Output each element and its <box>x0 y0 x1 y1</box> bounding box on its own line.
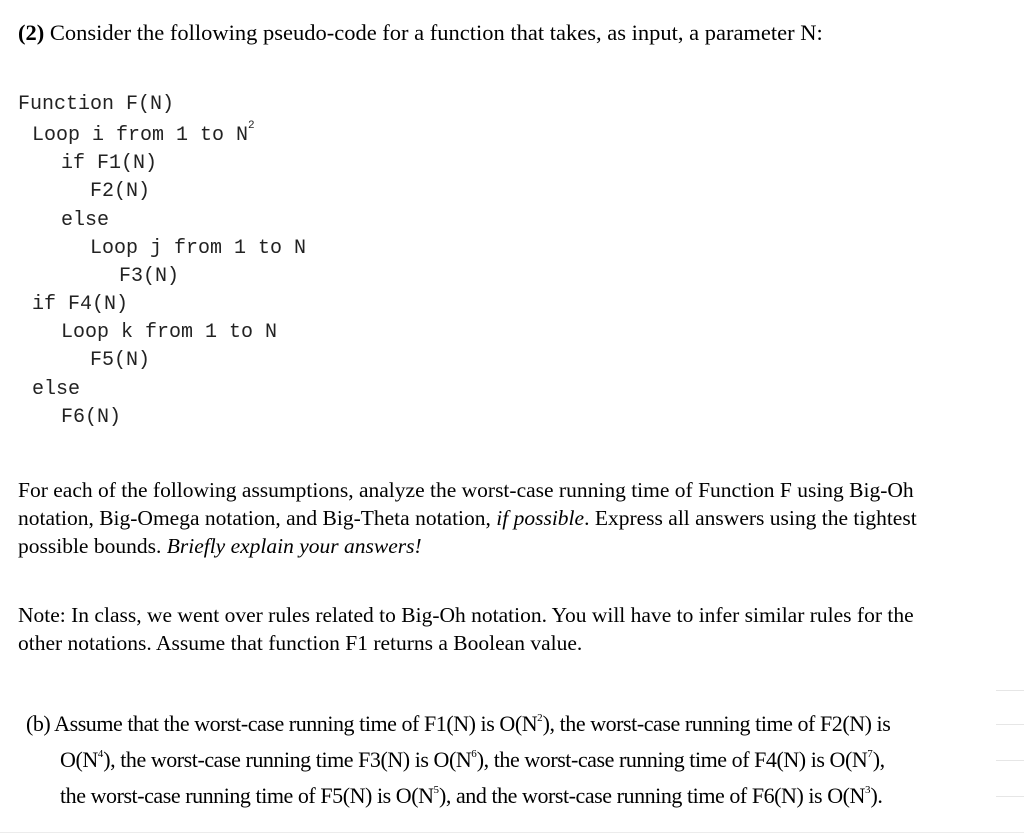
bottom-divider <box>0 832 1024 833</box>
exponent: 5 <box>433 784 440 796</box>
question-number: (2) <box>18 20 45 45</box>
code-loop-i-text: Loop i from 1 to N <box>32 124 249 147</box>
instructions-italic-if-possible: if possible <box>496 506 585 530</box>
part-b-text: ), and the worst-case running time of F6(N) is O(N <box>439 783 865 808</box>
part-b-text: ). <box>870 783 883 808</box>
part-b-line-3 <box>26 778 986 814</box>
code-line-loop-j: Loop j from 1 to N <box>90 237 307 260</box>
code-line-loop-i <box>32 120 255 148</box>
part-b-text: O(N <box>60 747 98 772</box>
margin-rule <box>996 796 1024 797</box>
instructions-line-2 <box>18 504 1024 532</box>
question-text: Consider the following pseudo-code for a function that takes, as input, a parameter N: <box>49 20 823 45</box>
instructions-text: notation, Big-Omega notation, and Big-Theta notation, <box>18 506 497 530</box>
code-line-else-1: else <box>61 209 110 232</box>
exponent: 2 <box>537 712 543 724</box>
margin-rule <box>996 760 1024 761</box>
part-b-text: ), the worst-case running time of F4(N) is O(N <box>476 747 868 772</box>
part-b-paragraph <box>26 706 986 814</box>
code-line-if-f1: if F1(N) <box>61 152 158 175</box>
part-b-line-1 <box>26 706 986 742</box>
question-header <box>18 20 823 46</box>
note-line-1: Note: In class, we went over rules related to Big-Oh notation. You will have to infer similar rules for the <box>18 603 914 627</box>
exponent: 4 <box>97 748 104 760</box>
part-b-text: (b) Assume that the worst-case running time of F1(N) is O(N <box>26 711 538 736</box>
part-b-text: ), <box>872 747 885 772</box>
exponent: 3 <box>864 784 871 796</box>
part-b-text: ), the worst-case running time of F2(N) is <box>542 711 891 736</box>
exponent: 7 <box>867 748 873 760</box>
code-line-f3: F3(N) <box>119 265 180 288</box>
code-line-f6: F6(N) <box>61 406 122 429</box>
instructions-paragraph <box>18 476 1024 560</box>
margin-rule <box>996 690 1024 691</box>
part-b-text: the worst-case running time of F5(N) is O(N <box>60 783 434 808</box>
instructions-text: possible bounds. <box>18 534 167 558</box>
part-b-text: ), the worst-case running time F3(N) is O(N <box>103 747 472 772</box>
code-line-else-2: else <box>32 378 81 401</box>
code-line-function: Function F(N) <box>18 93 175 116</box>
instructions-text: . Express all answers using the tightest <box>584 506 917 530</box>
instructions-italic-explain: Briefly explain your answers! <box>166 534 422 558</box>
code-exponent: 2 <box>248 120 255 132</box>
code-line-f5: F5(N) <box>90 349 151 372</box>
part-b-line-2 <box>26 742 986 778</box>
margin-rule <box>996 724 1024 725</box>
exponent: 6 <box>471 748 477 760</box>
note-line-2: other notations. Assume that function F1 returns a Boolean value. <box>18 631 583 655</box>
code-line-loop-k: Loop k from 1 to N <box>61 321 278 344</box>
instructions-line-3 <box>18 532 1024 560</box>
instructions-line-1: For each of the following assumptions, analyze the worst-case running time of Function F using Big-Oh <box>18 478 914 502</box>
note-paragraph <box>18 601 1024 657</box>
code-line-f2: F2(N) <box>90 180 151 203</box>
code-line-if-f4: if F4(N) <box>32 293 129 316</box>
